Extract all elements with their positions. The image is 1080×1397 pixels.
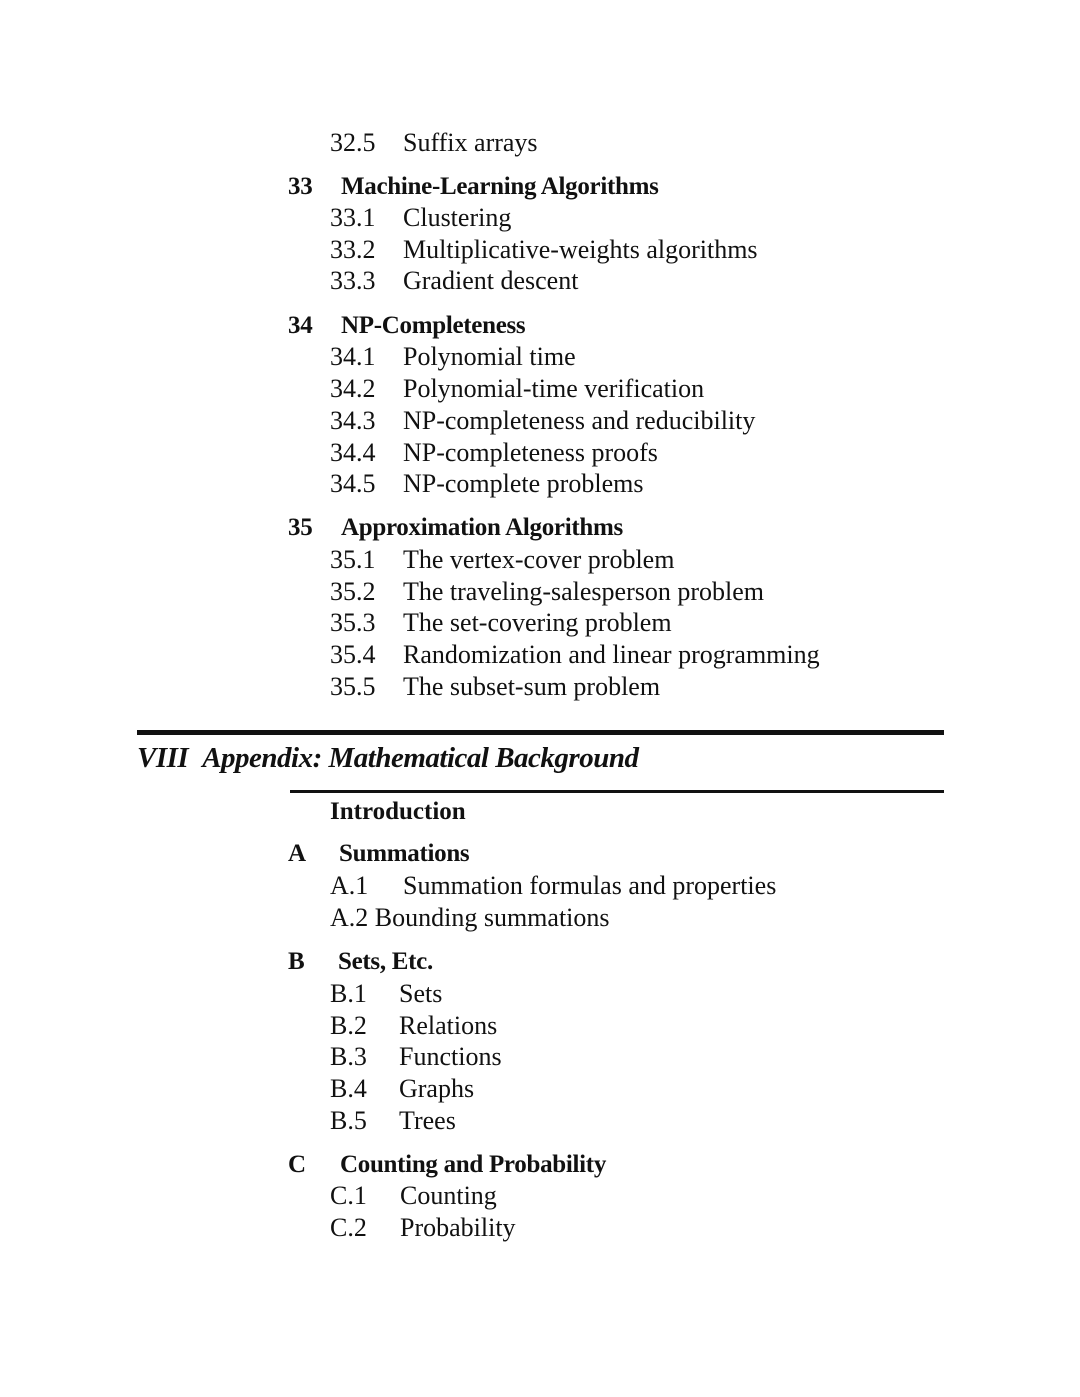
- chapter-title: Approximation Algorithms: [341, 514, 623, 541]
- section-number: 33.2: [330, 235, 376, 264]
- section-number: C.2: [330, 1213, 367, 1242]
- section-title: Multiplicative-weights algorithms: [403, 235, 758, 264]
- part-rule-bottom: [290, 790, 944, 793]
- toc-section-35-4[interactable]: [330, 642, 890, 672]
- toc-section-34-4[interactable]: [330, 440, 830, 470]
- toc-section-b-2[interactable]: [330, 1013, 630, 1043]
- section-number: B.1: [330, 979, 367, 1008]
- toc-section-35-5[interactable]: [330, 674, 890, 704]
- section-number: A.1: [330, 871, 369, 900]
- appendix-title: Sets, Etc.: [338, 948, 433, 975]
- section-number: 34.2: [330, 374, 376, 403]
- toc-section-33-2[interactable]: [330, 237, 830, 267]
- toc-section-35-2[interactable]: [330, 579, 890, 609]
- toc-section-a-1[interactable]: [330, 873, 850, 903]
- chapter-number: 33: [288, 173, 313, 200]
- toc-section-b-4[interactable]: [330, 1076, 630, 1106]
- section-title: Clustering: [403, 203, 512, 232]
- section-number: B.2: [330, 1011, 367, 1040]
- section-number: B.5: [330, 1106, 367, 1135]
- toc-section-33-3[interactable]: [330, 268, 830, 298]
- section-title: Polynomial time: [403, 342, 576, 371]
- toc-appendix-b[interactable]: [288, 949, 888, 979]
- toc-chapter-35[interactable]: [288, 515, 888, 545]
- part-number: VIII: [137, 742, 189, 774]
- toc-section-34-1[interactable]: [330, 344, 830, 374]
- appendix-letter: B: [288, 948, 305, 975]
- section-title: NP-complete problems: [403, 469, 644, 498]
- section-number: 35.2: [330, 577, 376, 606]
- section-title: Relations: [399, 1011, 498, 1040]
- section-title: Randomization and linear programming: [403, 640, 820, 669]
- appendix-title: Summations: [339, 840, 470, 867]
- section-title: Summation formulas and properties: [403, 871, 777, 900]
- toc-section-a-2[interactable]: [330, 905, 850, 935]
- section-number: 33.1: [330, 203, 376, 232]
- section-title: Probability: [400, 1213, 516, 1242]
- toc-section-34-2[interactable]: [330, 376, 830, 406]
- section-number: 35.5: [330, 672, 376, 701]
- toc-appendix-a[interactable]: [288, 841, 888, 871]
- toc-chapter-33[interactable]: [288, 174, 888, 204]
- section-number: 35.1: [330, 545, 376, 574]
- section-title: Graphs: [399, 1074, 475, 1103]
- part-title: Appendix: Mathematical Background: [202, 742, 639, 774]
- section-title: Trees: [399, 1106, 456, 1135]
- toc-section-32-5[interactable]: [330, 130, 830, 160]
- chapter-title: Machine-Learning Algorithms: [341, 173, 659, 200]
- section-title: Suffix arrays: [403, 128, 538, 157]
- chapter-number: 34: [288, 312, 313, 339]
- toc-appendix-c[interactable]: [288, 1152, 888, 1182]
- section-number: B.3: [330, 1042, 367, 1071]
- toc-section-34-3[interactable]: [330, 408, 830, 438]
- appendix-letter: A: [288, 840, 306, 867]
- section-number: 34.1: [330, 342, 376, 371]
- toc-section-33-1[interactable]: [330, 205, 830, 235]
- section-title: The vertex-cover problem: [403, 545, 675, 574]
- section-title: NP-completeness and reducibility: [403, 406, 756, 435]
- section-number: C.1: [330, 1181, 367, 1210]
- section-number: 34.3: [330, 406, 376, 435]
- toc-section-b-5[interactable]: [330, 1108, 630, 1138]
- section-number: 32.5: [330, 128, 376, 157]
- section-title: NP-completeness proofs: [403, 438, 658, 467]
- toc-section-c-2[interactable]: [330, 1215, 630, 1245]
- appendix-title: Counting and Probability: [340, 1151, 607, 1178]
- section-title: Counting: [400, 1181, 497, 1210]
- toc-section-34-5[interactable]: [330, 471, 830, 501]
- section-title: The subset-sum problem: [403, 672, 661, 701]
- section-title: Polynomial-time verification: [403, 374, 705, 403]
- chapter-number: 35: [288, 514, 313, 541]
- section-number: 33.3: [330, 266, 376, 295]
- section-title: The traveling-salesperson problem: [403, 577, 764, 606]
- toc-chapter-34[interactable]: [288, 313, 888, 343]
- section-entry: A.2 Bounding summations: [330, 903, 610, 932]
- toc-section-35-3[interactable]: [330, 610, 890, 640]
- toc-section-b-3[interactable]: [330, 1044, 630, 1074]
- section-number: 34.4: [330, 438, 376, 467]
- chapter-title: NP-Completeness: [341, 312, 526, 339]
- section-title: The set-covering problem: [403, 608, 672, 637]
- section-number: 35.4: [330, 640, 376, 669]
- toc-part-viii[interactable]: [137, 742, 638, 775]
- toc-section-35-1[interactable]: [330, 547, 890, 577]
- section-title: Sets: [399, 979, 443, 1008]
- section-number: 34.5: [330, 469, 376, 498]
- appendix-letter: C: [288, 1151, 306, 1178]
- toc-section-b-1[interactable]: [330, 981, 630, 1011]
- section-title: Functions: [399, 1042, 502, 1071]
- section-number: B.4: [330, 1074, 367, 1103]
- toc-introduction[interactable]: Introduction: [330, 798, 466, 825]
- section-title: Gradient descent: [403, 266, 579, 295]
- toc-section-c-1[interactable]: [330, 1183, 630, 1213]
- part-rule-top: [137, 730, 944, 735]
- section-number: 35.3: [330, 608, 376, 637]
